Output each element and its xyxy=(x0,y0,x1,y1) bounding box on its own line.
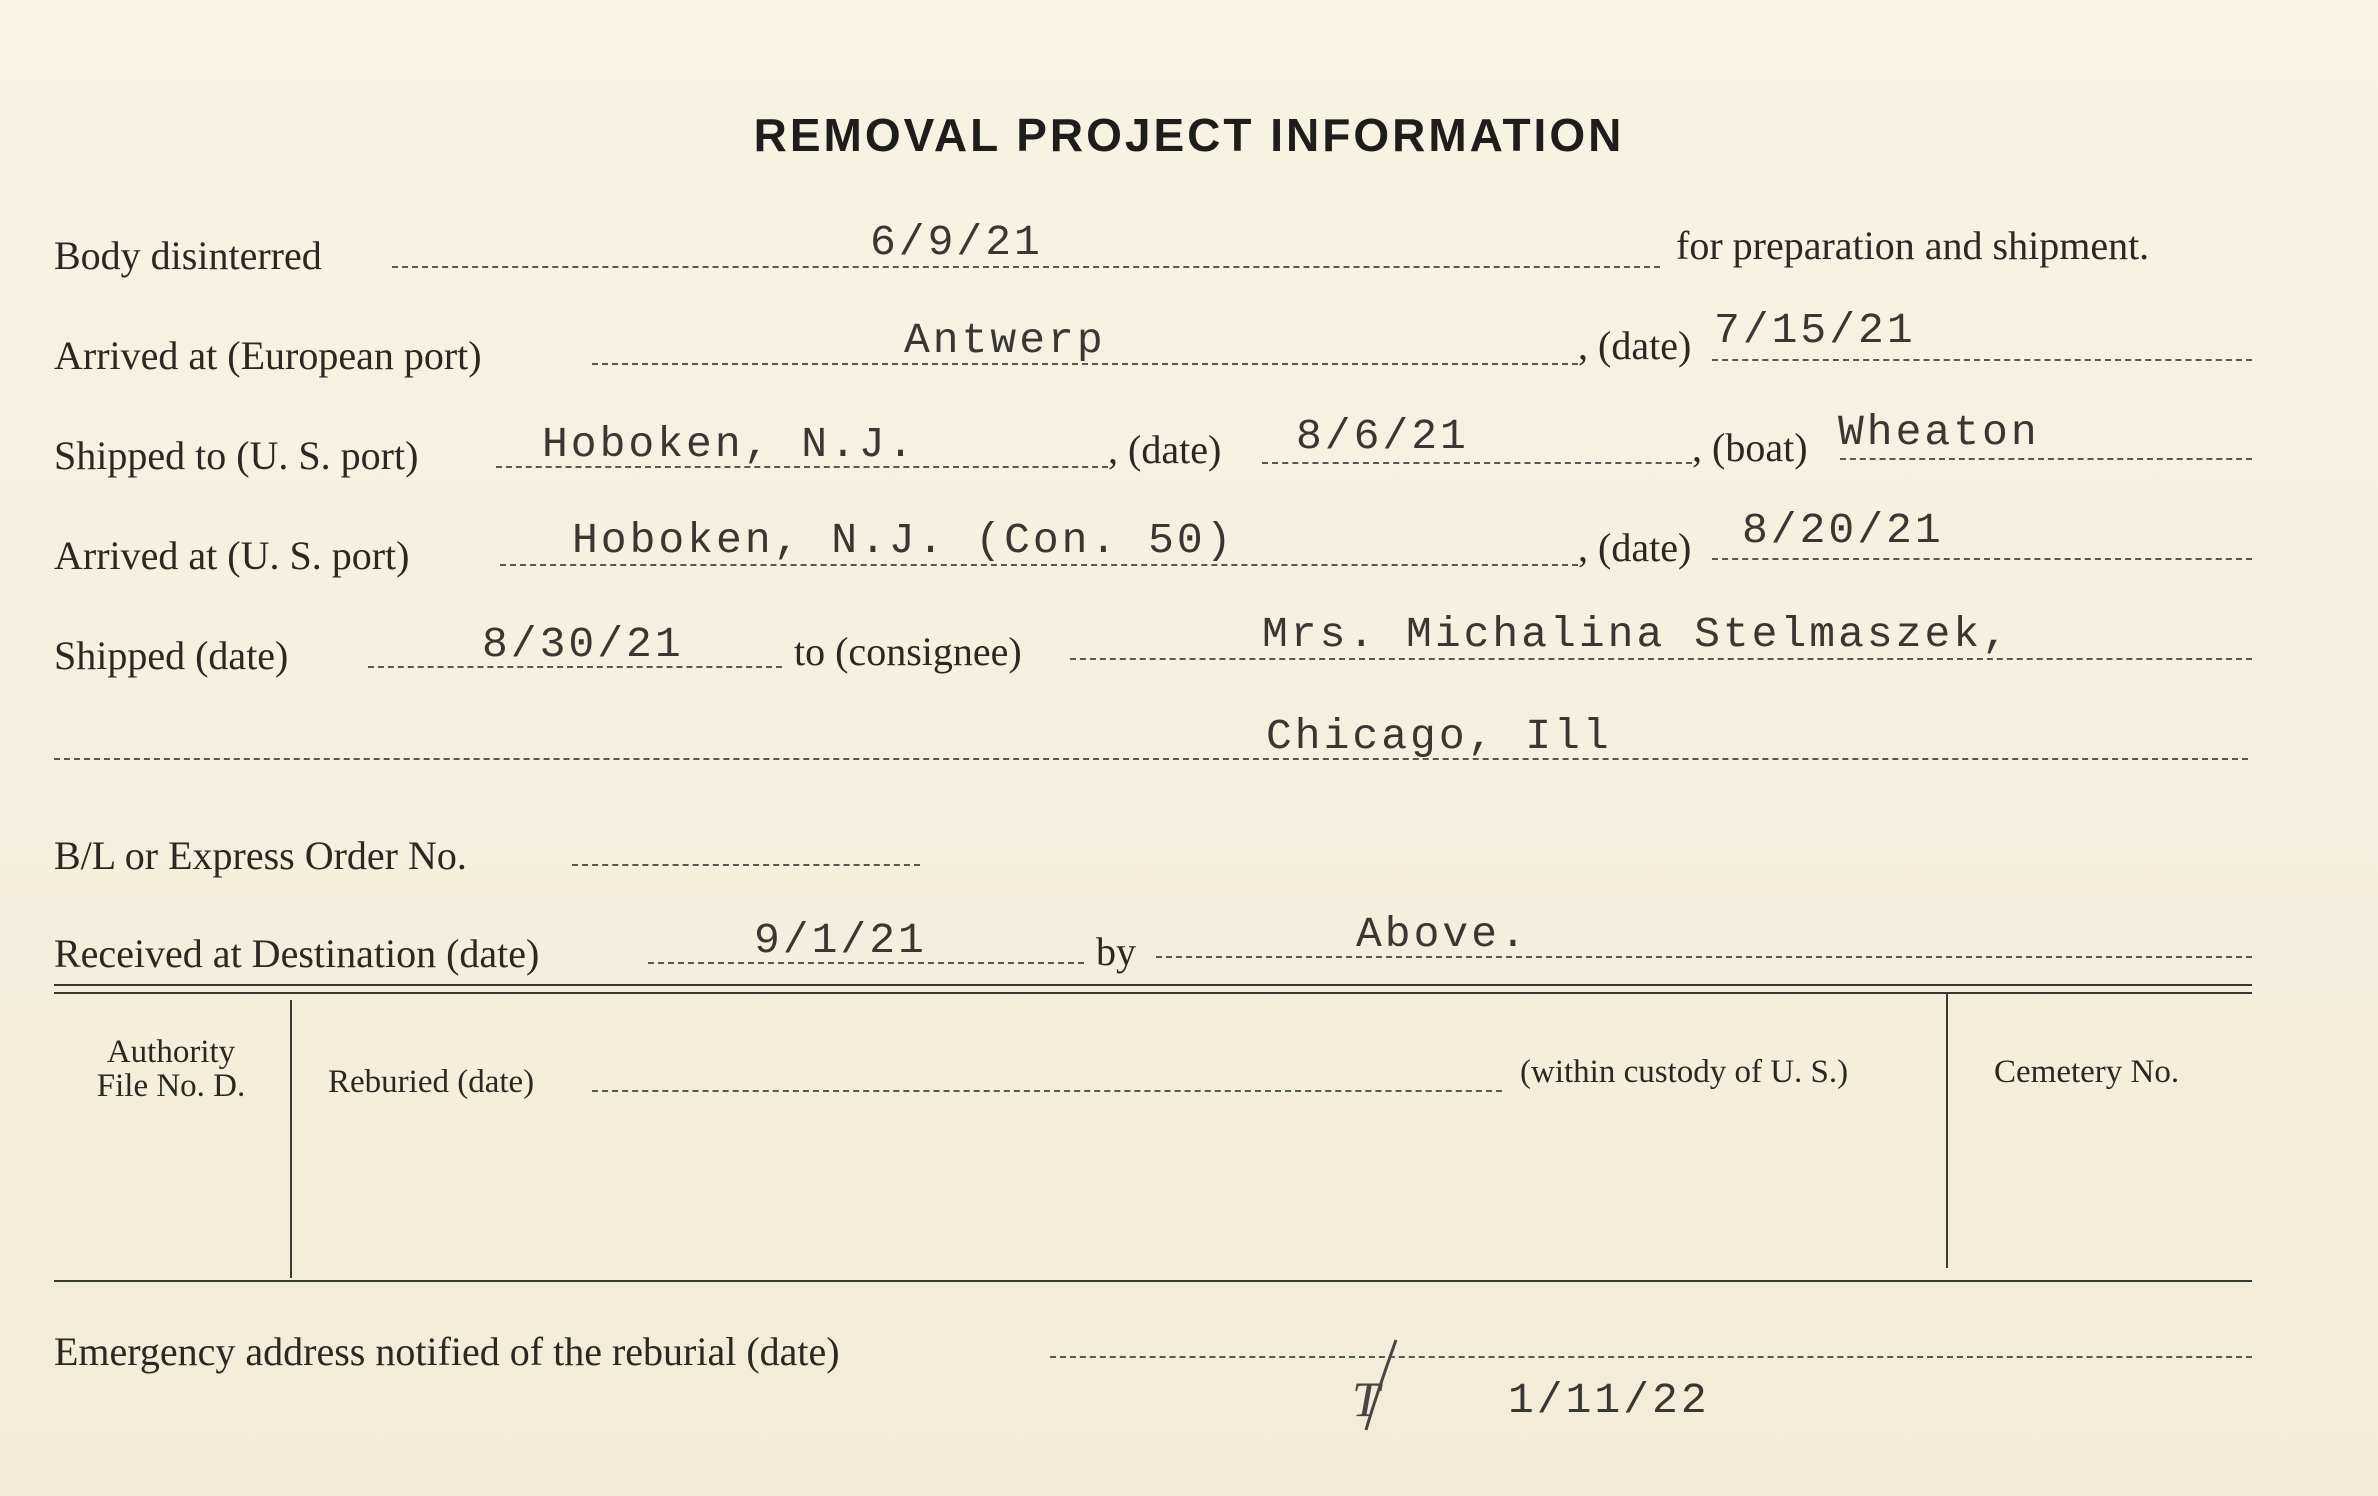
shipped-date-line xyxy=(1262,462,1692,464)
european-arrival-date-label: , (date) xyxy=(1578,323,1692,368)
received-date: 9/1/21 xyxy=(754,916,927,965)
european-date-line xyxy=(1712,359,2252,361)
reburied-label: Reburied (date) xyxy=(328,1064,535,1100)
double-rule-top xyxy=(54,984,2252,986)
emergency-address-label: Emergency address notified of the reburial (date) xyxy=(54,1329,840,1374)
disinterred-date: 6/9/21 xyxy=(870,218,1043,267)
shipped-to-date: 8/6/21 xyxy=(1296,412,1469,461)
consignee-label: to (consignee) xyxy=(794,629,1022,674)
shipped-to-port: Hoboken, N.J. xyxy=(542,420,917,469)
us-arrival-date-line xyxy=(1712,558,2252,560)
arrived-us-port-label: Arrived at (U. S. port) xyxy=(54,533,410,578)
authority-divider xyxy=(290,1000,292,1278)
shipped-to-date-label: , (date) xyxy=(1108,427,1222,472)
shipped-to-us-port-label: Shipped to (U. S. port) xyxy=(54,433,419,478)
cemetery-no-label: Cemetery No. xyxy=(1994,1054,2180,1090)
received-destination-label: Received at Destination (date) xyxy=(54,931,540,976)
arrived-us-port: Hoboken, N.J. (Con. 50) xyxy=(572,516,1235,565)
shipped-date-label: Shipped (date) xyxy=(54,633,289,678)
section-bottom-rule xyxy=(54,1280,2252,1282)
boat-name: Wheaton xyxy=(1838,408,2040,457)
emergency-date: 1/11/22 xyxy=(1508,1376,1710,1425)
cemetery-divider xyxy=(1946,994,1948,1268)
arrived-european-port-label: Arrived at (European port) xyxy=(54,333,482,378)
consignee-city: Chicago, Ill xyxy=(1266,712,1612,761)
shipped-date: 8/30/21 xyxy=(482,620,684,669)
bl-order-label: B/L or Express Order No. xyxy=(54,833,467,878)
emergency-initial-mark: T xyxy=(1352,1371,1380,1427)
received-by-line xyxy=(1156,956,2252,958)
emergency-line xyxy=(1050,1356,2252,1358)
card-title: REMOVAL PROJECT INFORMATION xyxy=(753,109,1625,161)
consignee-line-2 xyxy=(54,758,2248,760)
file-no-label: File No. D. xyxy=(96,1068,246,1104)
european-port-value: Antwerp xyxy=(904,316,1106,365)
reburied-line xyxy=(592,1090,1502,1092)
boat-line xyxy=(1840,458,2252,460)
received-by-label: by xyxy=(1096,929,1136,974)
bl-order-line xyxy=(572,864,920,866)
received-by: Above. xyxy=(1356,910,1529,959)
double-rule-bottom xyxy=(54,992,2252,994)
european-arrival-date: 7/15/21 xyxy=(1714,306,1916,355)
preparation-shipment-label: for preparation and shipment. xyxy=(1676,223,2150,268)
emergency-pen-stroke xyxy=(1338,1334,1418,1434)
boat-label: , (boat) xyxy=(1692,425,1808,470)
within-custody-label: (within custody of U. S.) xyxy=(1520,1054,1849,1090)
us-arrival-date: 8/20/21 xyxy=(1742,506,1944,555)
consignee-name: Mrs. Michalina Stelmaszek, xyxy=(1262,610,2011,659)
authority-label: Authority xyxy=(106,1034,236,1070)
us-arrival-date-label: , (date) xyxy=(1578,525,1692,570)
body-disinterred-label: Body disinterred xyxy=(54,233,322,278)
